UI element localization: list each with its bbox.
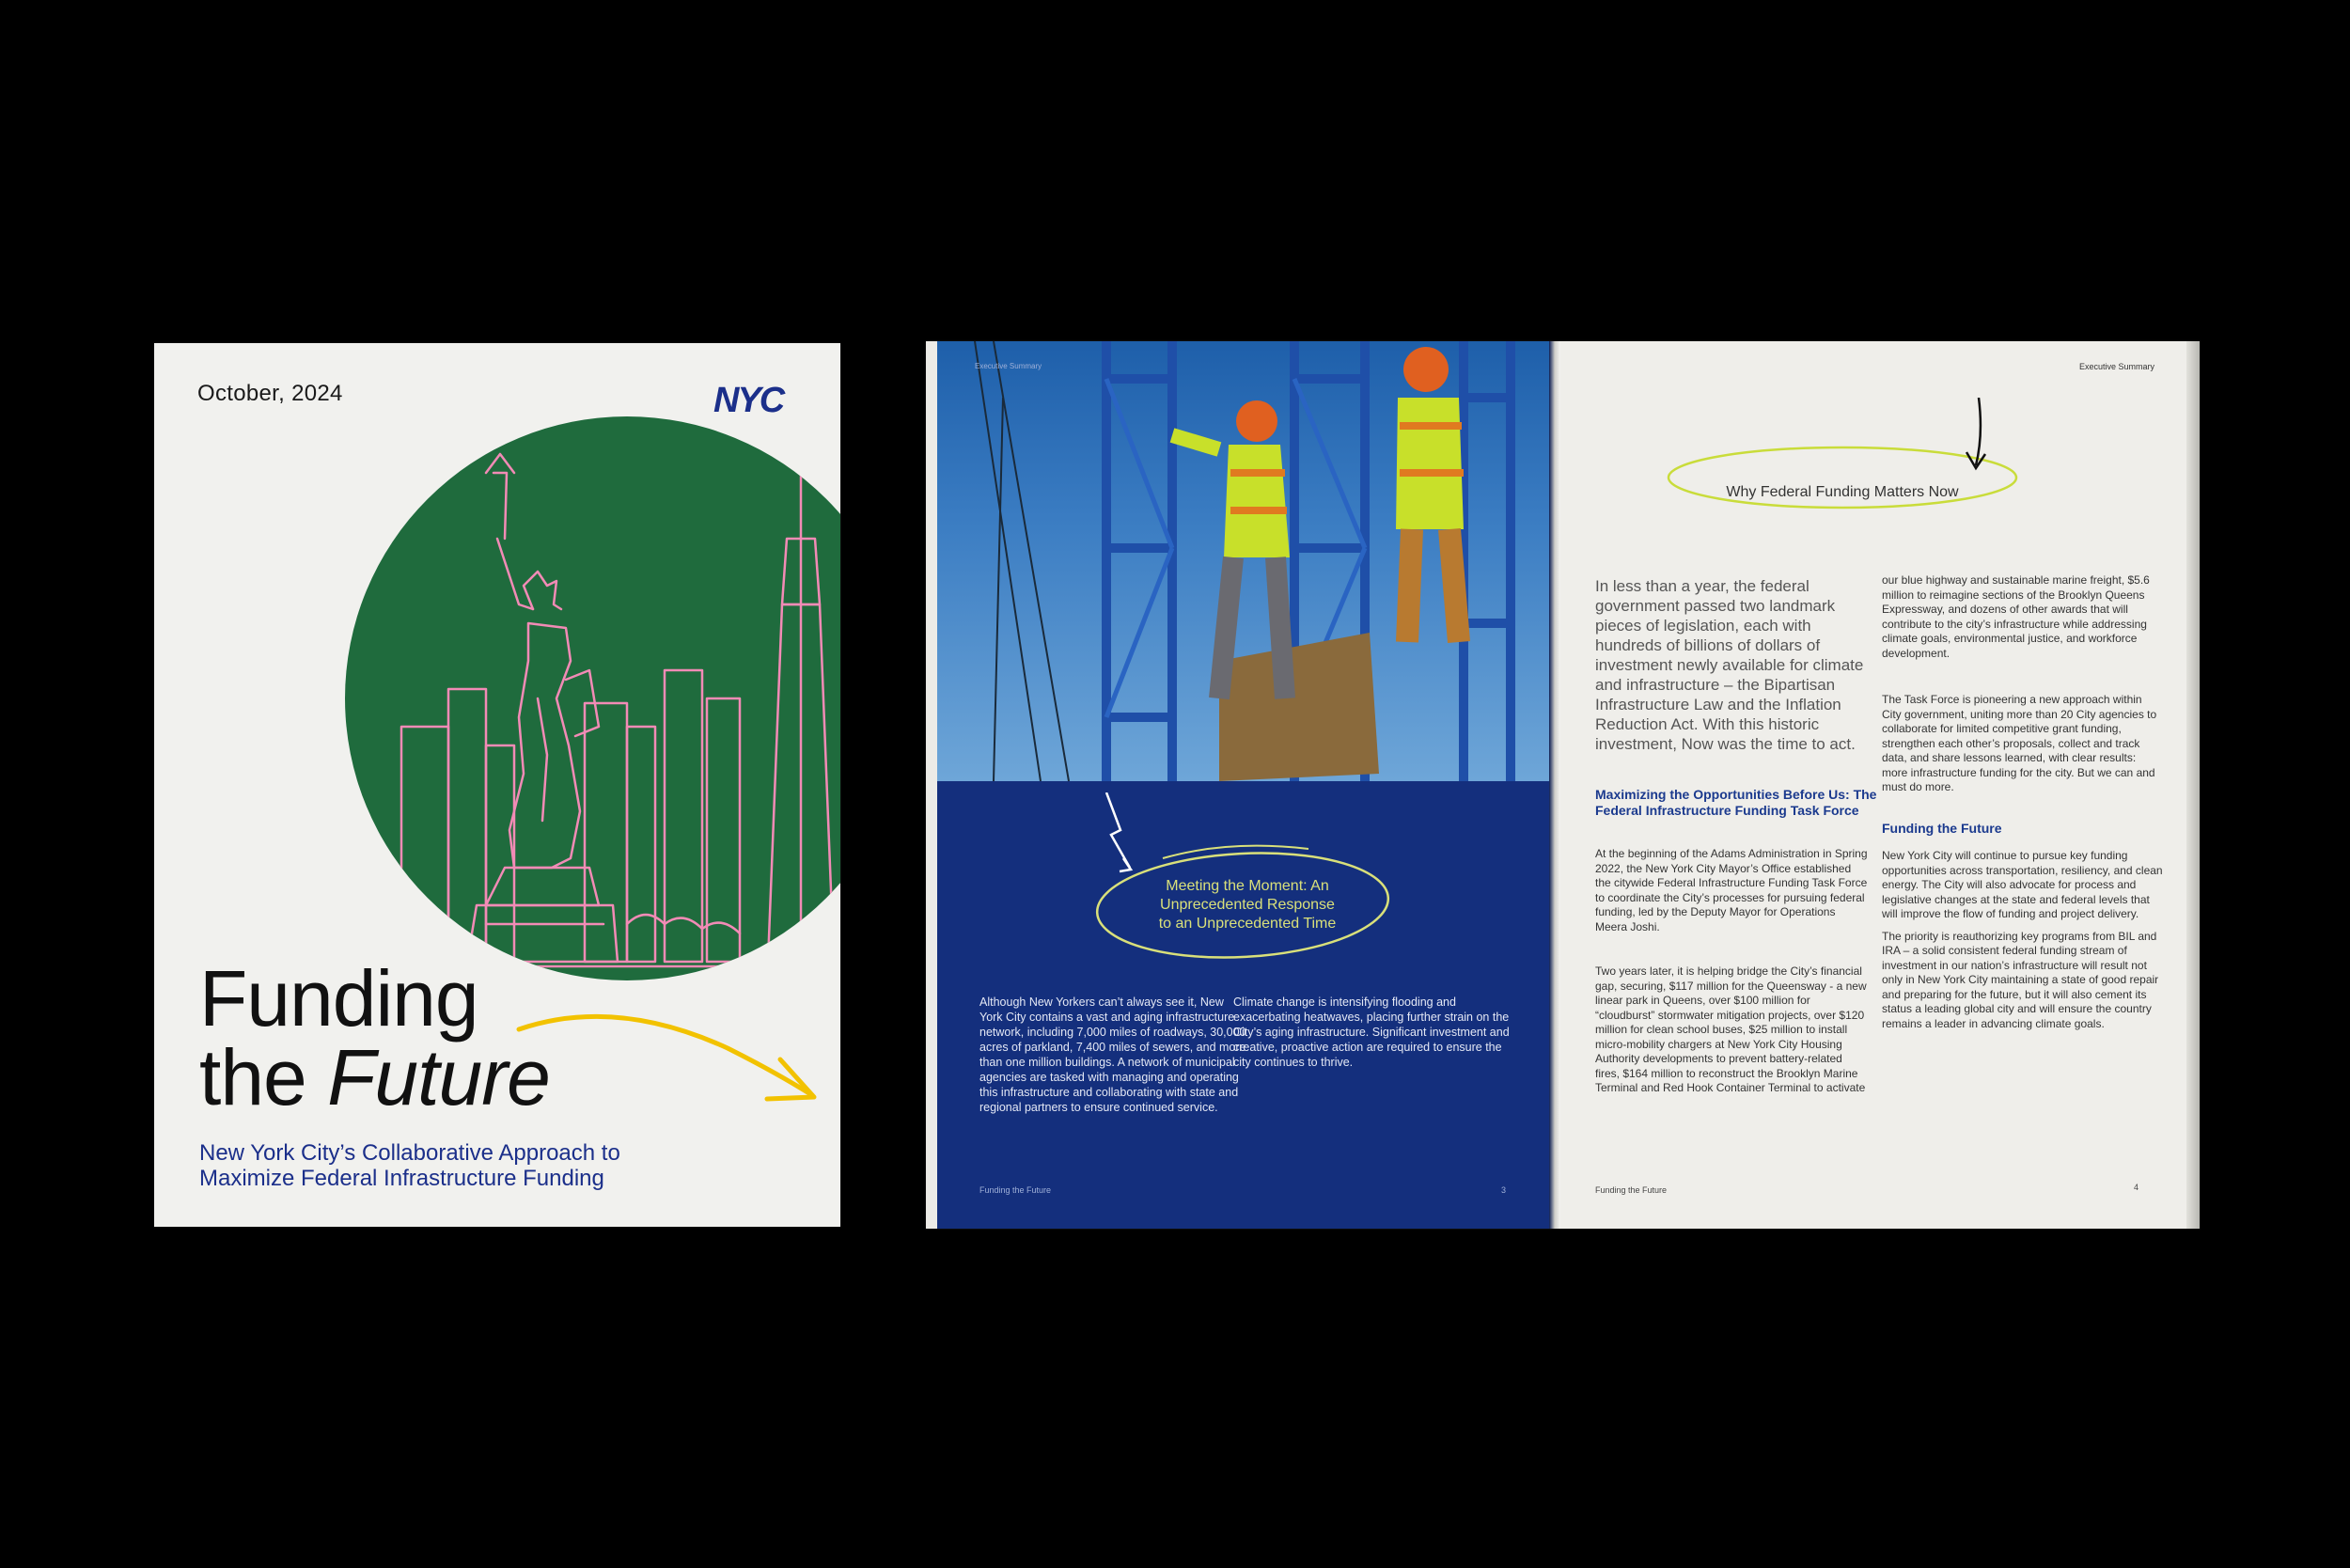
scaffold-workers-icon: [937, 341, 1551, 781]
cover-subtitle-line1: New York City’s Collaborative Approach to: [199, 1140, 620, 1166]
funding-future-paragraph-1: New York City will continue to pursue key funding opportunities across transportation, resiliency, and clean energy. The City will also advocate for process and legislative changes at the state and federal levels that will improve the flow of funding and project delivery.: [1882, 849, 2163, 920]
page3-callout: Meeting the Moment: An Unprecedented Response to an Unprecedented Time: [1158, 878, 1337, 932]
page4-lead-paragraph: In less than a year, the federal government passed two landmark pieces of legislation, each with hundreds of billions of dollars of investment newly available for climate and infrastructure – the Bipartisan Infrastructure Law and the Inflation Reduction Act. With this historic investment, Now was the time to act.: [1595, 577, 1864, 753]
task-force-paragraph-1: At the beginning of the Adams Administration in Spring 2022, the New York City Mayor’s Office established the citywide Federal Infrastructure Funding Task Force to coordinate the City’s processes for pursuing federal funding, led by the Deputy Mayor for Operations Meera Joshi.: [1595, 847, 1868, 933]
funding-future-heading: Funding the Future: [1882, 821, 2002, 836]
cover-title-future: Future: [327, 1033, 550, 1121]
construction-workers-photo: [937, 341, 1551, 781]
cover-subtitle-line2: Maximize Federal Infrastructure Funding: [199, 1166, 604, 1191]
cover-title-line2: [199, 1033, 550, 1121]
skyline-illustration: [345, 416, 840, 980]
yellow-arrow-icon: [511, 1001, 831, 1105]
page-4: [1560, 341, 2200, 1229]
funding-future-body: [1882, 849, 2164, 1039]
cover-title-line1: Funding: [199, 954, 478, 1043]
task-force-heading: Maximizing the Opportunities Before Us: The Federal Infrastructure Funding Task Force: [1595, 787, 1877, 818]
funding-future-paragraph-2: The priority is reauthorizing key programs from BIL and IRA – a solid consistent federal funding stream of investment in our nation’s infrastructure will result not only in New York City maintaining a state of good repair and preparing for the future, but it will also cement its status a leading global city and will ensure the country remains a leader in advancing climate goals.: [1882, 929, 2159, 1030]
cover-date: October, 2024: [197, 381, 343, 406]
nyc-logo: NYC: [713, 381, 784, 420]
statue-of-liberty-skyline-icon: [345, 416, 840, 980]
page3-number: 3: [1501, 1185, 1507, 1195]
report-cover: [154, 343, 840, 1227]
open-report-spread: [926, 341, 2200, 1229]
cover-subtitle: [199, 1140, 726, 1191]
page4-footer: Funding the Future: [1595, 1185, 1668, 1195]
page3-footer: Funding the Future: [979, 1185, 1052, 1195]
page4-number: 4: [2134, 1183, 2139, 1192]
page4-callout: Why Federal Funding Matters Now: [1726, 484, 1959, 500]
spread-gutter: [1549, 341, 1560, 1229]
task-force-paragraph-2: Two years later, it is helping bridge the City’s financial gap, securing, $117 million for the Queensway - a new linear park in Queens, over $100 million for “cloudburst” stormwater mitigation projects, over $120 million for clean school buses, $25 million to install micro-mobility chargers at New York City Housing Authority developments to prevent battery-related fires, $164 million to reconstruct the Brooklyn Marine Terminal and Red Hook Container Terminal to activate: [1595, 964, 1867, 1094]
page3-column-2: Climate change is intensifying flooding and exacerbating heatwaves, placing further strain on the City’s aging infrastructure. Significant investment and creative, proactive action are required to ensure the city continues to thrive.: [1233, 996, 1510, 1069]
cover-title: [199, 954, 550, 1121]
cover-title-the: the: [199, 1033, 328, 1121]
page-3: [937, 341, 1551, 1229]
page4-running-header: Executive Summary: [2078, 362, 2154, 371]
page3-column-1: Although New Yorkers can’t always see it, New York City contains a vast and aging infrastructure network, including 7,000 miles of roadways, 30,000 acres of parkland, 7,400 miles of sewers, and more than one million buildings. A network of municipal agencies are tasked with managing and operating this infrastructure and collaborating with state and regional partners to ensure continued service.: [979, 996, 1246, 1114]
page-stack-edge: [2186, 341, 2200, 1229]
task-force-paragraph-4: The Task Force is pioneering a new approach within City government, uniting more than 20 City agencies to collaborate for limited competitive grant funding, strengthen each other’s proposals, collect and track data, and share lessons learned, with clear results: more infrastructure funding for the city. But we can and must do more.: [1882, 693, 2157, 793]
task-force-paragraph-3: our blue highway and sustainable marine freight, $5.6 million to reimagine sections of the Brooklyn Queens Expressway, and dozens of other awards that will contribute to the city’s infrastructure while addressing climate goals, environmental justice, and workforce development.: [1882, 573, 2150, 660]
page3-running-header: Executive Summary: [975, 362, 1042, 370]
